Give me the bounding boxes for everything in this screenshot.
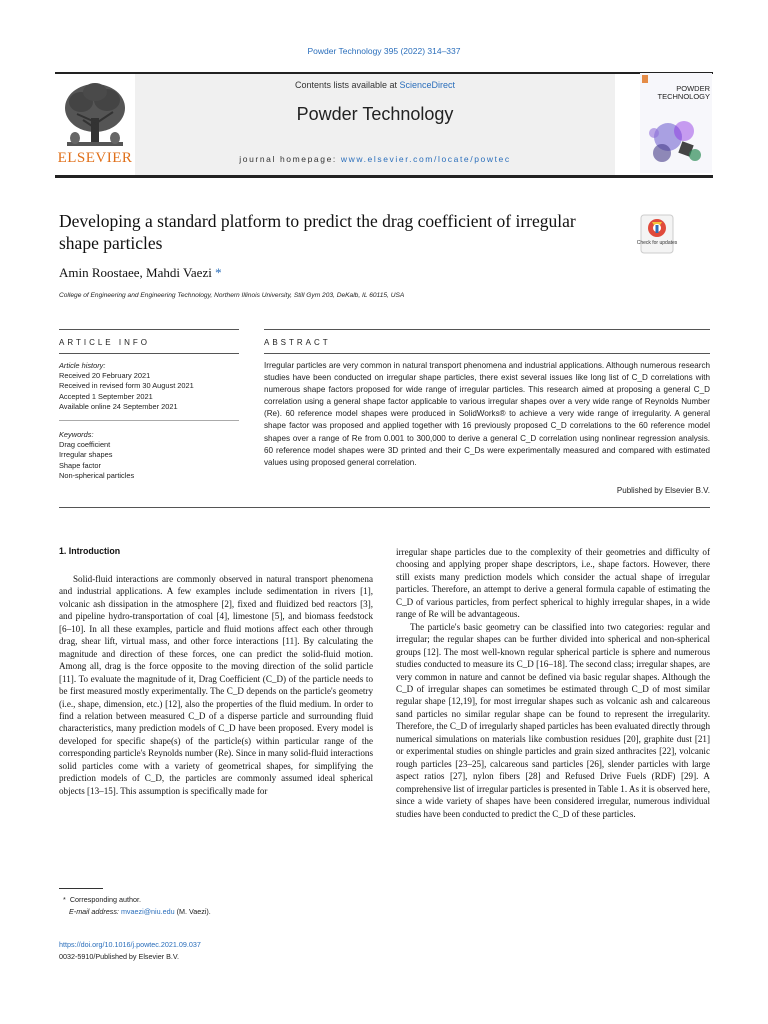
keywords-rule	[59, 420, 239, 421]
authors-text: Amin Roostaee, Mahdi Vaezi	[59, 265, 212, 280]
crossmark-label[interactable]: Check for updates	[636, 240, 678, 246]
journal-title: Powder Technology	[296, 104, 454, 124]
email-label: E-mail address:	[69, 906, 119, 916]
abstract-rule-top	[264, 329, 710, 330]
footnote	[59, 894, 211, 917]
history-item: Received in revised form 30 August 2021	[59, 381, 194, 391]
history-item: Accepted 1 September 2021	[59, 391, 153, 401]
contents-prefix: Contents lists available at	[294, 80, 400, 90]
article-info-rule-bottom	[59, 353, 239, 354]
author-list	[59, 265, 222, 281]
abstract-text: Irregular particles are very common in natural transport phenomena and industrial applications. Although numerous research studies have been conducted on irregular shape particles, there exist several issues like long list of C_D correlations with numerous shape factors proposed for wide range of irregular particles. This research aimed at proposing a general C_D correlation using a general shape factor applicable to various irregular shapes over a very wide range of Reynolds Number (Re). 60 reference model shapes were produced in SolidWorks® to achieve a very wide range of irregularity. A general shape factor was proposed and applied together with 16 previously proposed C_D correlations to the 60 reference model shapes over a range of Re from 0.001 to 300,000 to derive a general C_D correlation using nonlinear regression analysis. 60 reference model shapes were 3D printed and their C_Ds were experimentally measured and compared with estimated values using proposed general correlation.	[264, 361, 710, 467]
keyword-item: Irregular shapes	[59, 450, 113, 460]
front-matter-rule	[59, 507, 710, 508]
keyword-item: Drag coefficient	[59, 440, 111, 450]
keywords	[59, 430, 239, 481]
intro-paragraph: irregular shape particles due to the complexity of their geometries and difficulty of choosing and applying proper shape descriptors, i.e., shape factors. However, there still exists many prediction models which consider the actual shape of irregular particles. Therefore, an attempt to derive a general formula capable of estimating the C_D of various particles, from perfect spherical to highly irregular shapes, in a wide range of Re will be advantageous.	[396, 547, 710, 620]
corresponding-marker[interactable]: *	[215, 265, 222, 280]
banner-top-rule	[55, 72, 713, 74]
page-footer	[59, 939, 201, 962]
article-info-heading: ARTICLE INFO	[59, 338, 150, 347]
affiliation: College of Engineering and Engineering Technology, Northern Illinois University, Still Gym 203, DeKalb, IL 60115, USA	[59, 292, 405, 299]
published-by: Published by Elsevier B.V.	[616, 486, 710, 495]
homepage-prefix: journal homepage:	[239, 154, 341, 164]
section-heading: 1. Introduction	[59, 546, 121, 556]
corresponding-text: Corresponding author.	[69, 895, 141, 904]
paper-title: Developing a standard platform to predict the drag coefficient of irregular shape particles	[59, 211, 576, 253]
abstract-rule-bottom	[264, 353, 710, 354]
banner-bottom-rule	[55, 175, 713, 178]
intro-paragraph: The particle's basic geometry can be classified into two categories: regular and irregular; the regular shapes can be further divided into spherical and non-spherical groups [12]. The most well-known regular spherical particle is sphere and numerous studies conducted to measure its C_D [16–18]. The second class; irregular shapes, are very common in nature and cannot be defined via basic regular shapes. Although the C_D of irregular shapes can sometimes be estimated through C_D of most similar regular shape [12,19], for most irregular shapes such as volcanic ash and calcareous sand particles no similar regular shape can be found to represent the irregularity. Therefore, the C_D of irregularly shaped particles has been evaluated directly through numerical simulations on materials like combustion residues [20], graphite dust [21] or experimental studies on shingle particles and grain sized anthracites [22], volcanic rough particles [23–25], calcareous sand particles [26], slender particles with large aspect ratios [27], nylon fibers [28] and Refused Drive Fuels (RDF) [29]. A comprehensive list of irregular particles is presented in Table 1. As it is observed here, since a wide variety of shapes have been considered irregular, numerous individual studies have been conducted to predict the C_D of these particles.	[396, 621, 710, 819]
email-line	[59, 906, 211, 918]
cover-title: POWDER TECHNOLOGY	[657, 84, 710, 101]
history-item: Available online 24 September 2021	[59, 401, 178, 411]
email-link[interactable]: mvaezi@niu.edu	[120, 906, 175, 916]
footnote-marker: *	[63, 895, 66, 904]
history-label: Article history:	[59, 361, 106, 370]
intro-right-column	[396, 546, 710, 820]
corresponding-author-note	[59, 894, 211, 906]
homepage-link[interactable]: www.elsevier.com/locate/powtec	[340, 154, 511, 164]
journal-reference[interactable]: Powder Technology 395 (2022) 314–337	[307, 46, 461, 56]
intro-paragraph: Solid-fluid interactions are commonly observed in natural transport phenomena and industrial applications. A few examples include sedimentation in rivers [1], volcanic ash dissipation in the atmosphere [2], fixed and fluidized bed reactors [3], and pipeline hydro-transportation of coal [4], limestone [5], and biomass feedstock [6–10]. In all these examples, particle and fluid motions affect each other through drag, shear lift, virtual mass, and other force interactions [11]. By calculating the magnitude and direction of these forces, one can predict the solid-fluid motion. Among all, drag is the force opposite to the moving direction of the solid particle [11]. To evaluate the magnitude of it, Drag Coefficient (C_D) of the particle needs to be first measured mostly experimentally. The C_D depends on the particle's geometry (i.e., shape, dimension, etc.) [12], also the properties of the fluid medium. In order to find a relation between measured C_D of a disperse particle and surrounding fluid characteristics, many prediction models of C_D have been proposed. Every model is developed for specific shape(s) of the particle(s) within particular range of the corresponding particle's Reynolds number (Re). Since in many solid-fluid interactions solid particles come with a variety of geometrical shapes, for simplifying the prediction models of C_D, the particles are commonly assumed ideal spherical objects [13–15]. This assumption is specifically made for	[59, 574, 373, 796]
email-suffix: (M. Vaezi).	[176, 906, 211, 916]
elsevier-wordmark: ELSEVIER	[57, 150, 133, 166]
doi-link[interactable]: https://doi.org/10.1016/j.powtec.2021.09.037	[59, 940, 201, 949]
contents-available	[135, 80, 615, 90]
article-info-rule-top	[59, 329, 239, 330]
journal-cover[interactable]	[640, 73, 712, 173]
intro-left-column	[59, 573, 373, 797]
keyword-item: Non-spherical particles	[59, 470, 135, 480]
footnote-rule	[59, 888, 103, 889]
issn-line: 0032-5910/Published by Elsevier B.V.	[59, 951, 180, 961]
history-item: Received 20 February 2021	[59, 371, 151, 381]
journal-homepage	[135, 154, 615, 164]
keyword-item: Shape factor	[59, 460, 101, 470]
abstract-heading: ABSTRACT	[264, 338, 331, 347]
sciencedirect-link[interactable]: ScienceDirect	[399, 80, 456, 90]
crossmark-icon[interactable]	[640, 214, 674, 254]
keywords-label: Keywords:	[59, 430, 94, 439]
article-history	[59, 361, 239, 412]
